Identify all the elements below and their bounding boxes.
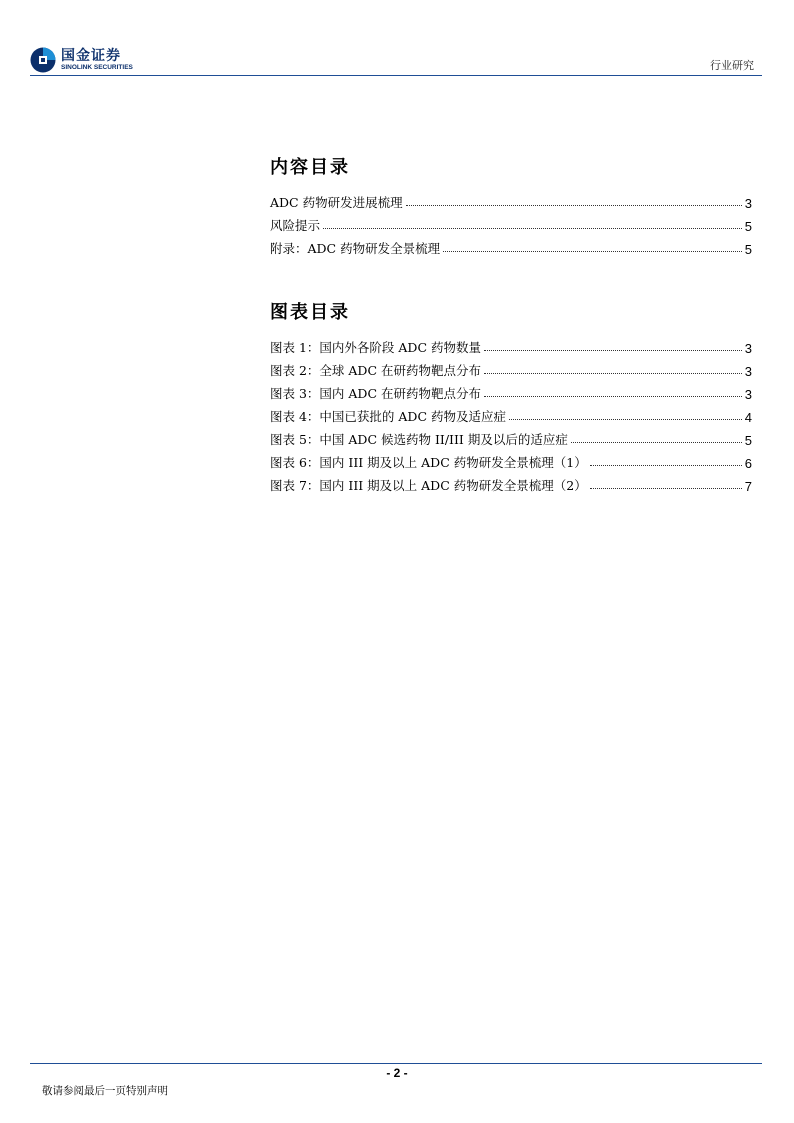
sinolink-logo-icon <box>30 47 56 73</box>
figures-title: 图表目录 <box>270 302 350 323</box>
dot-leader <box>571 442 742 443</box>
report-section-label: 行业研究 <box>710 59 754 72</box>
logo-chinese-name: 国金证券 <box>61 48 121 64</box>
figure-entry-text: 图表 1：国内外各阶段 ADC 药物数量 <box>270 340 481 355</box>
header-divider <box>30 75 762 76</box>
toc-entry-page: 3 <box>744 196 752 211</box>
figure-entry[interactable] <box>270 448 752 471</box>
figure-entry[interactable] <box>270 333 752 356</box>
figure-entry-page: 7 <box>744 479 752 494</box>
sinolink-logo <box>30 44 133 76</box>
logo-english-name: SINOLINK SECURITIES <box>61 64 133 71</box>
dot-leader <box>484 373 742 374</box>
contents-title: 内容目录 <box>270 157 350 178</box>
toc-entry-text: ADC 药物研发进展梳理 <box>270 195 403 210</box>
figure-entry[interactable] <box>270 356 752 379</box>
page-number: - 2 - <box>386 1066 408 1080</box>
dot-leader <box>406 205 742 206</box>
toc-entry-page: 5 <box>744 219 752 234</box>
figure-entry-page: 3 <box>744 364 752 379</box>
figures-list <box>270 333 752 494</box>
toc-entry-text: 风险提示 <box>270 218 321 233</box>
dot-leader <box>509 419 742 420</box>
disclaimer-note: 敬请参阅最后一页特别声明 <box>42 1085 168 1097</box>
figure-entry[interactable] <box>270 379 752 402</box>
figure-entry-page: 4 <box>744 410 752 425</box>
contents-list <box>270 188 752 257</box>
toc-entry[interactable] <box>270 188 752 211</box>
figure-entry-page: 3 <box>744 341 752 356</box>
figure-entry-text: 图表 5：中国 ADC 候选药物 II/III 期及以后的适应症 <box>270 432 568 447</box>
toc-entry-text: 附录：ADC 药物研发全景梳理 <box>270 241 441 256</box>
dot-leader <box>484 396 742 397</box>
footer-divider <box>30 1063 762 1064</box>
figure-entry-text: 图表 6：国内 III 期及以上 ADC 药物研发全景梳理（1） <box>270 455 587 470</box>
contents-section <box>270 154 752 257</box>
page-header <box>0 0 794 80</box>
dot-leader <box>590 488 742 489</box>
dot-leader <box>484 350 742 351</box>
dot-leader <box>443 251 742 252</box>
toc-entry[interactable] <box>270 234 752 257</box>
figures-section <box>270 299 752 494</box>
figure-entry[interactable] <box>270 402 752 425</box>
toc-entry-page: 5 <box>744 242 752 257</box>
dot-leader <box>323 228 742 229</box>
dot-leader <box>590 465 742 466</box>
figure-entry-text: 图表 2：全球 ADC 在研药物靶点分布 <box>270 363 481 378</box>
figure-entry-page: 3 <box>744 387 752 402</box>
figure-entry[interactable] <box>270 425 752 448</box>
figure-entry-text: 图表 7：国内 III 期及以上 ADC 药物研发全景梳理（2） <box>270 478 587 493</box>
figure-entry-text: 图表 3：国内 ADC 在研药物靶点分布 <box>270 386 481 401</box>
figure-entry-text: 图表 4：中国已获批的 ADC 药物及适应症 <box>270 409 506 424</box>
figure-entry[interactable] <box>270 471 752 494</box>
toc-entry[interactable] <box>270 211 752 234</box>
figure-entry-page: 6 <box>744 456 752 471</box>
figure-entry-page: 5 <box>744 433 752 448</box>
